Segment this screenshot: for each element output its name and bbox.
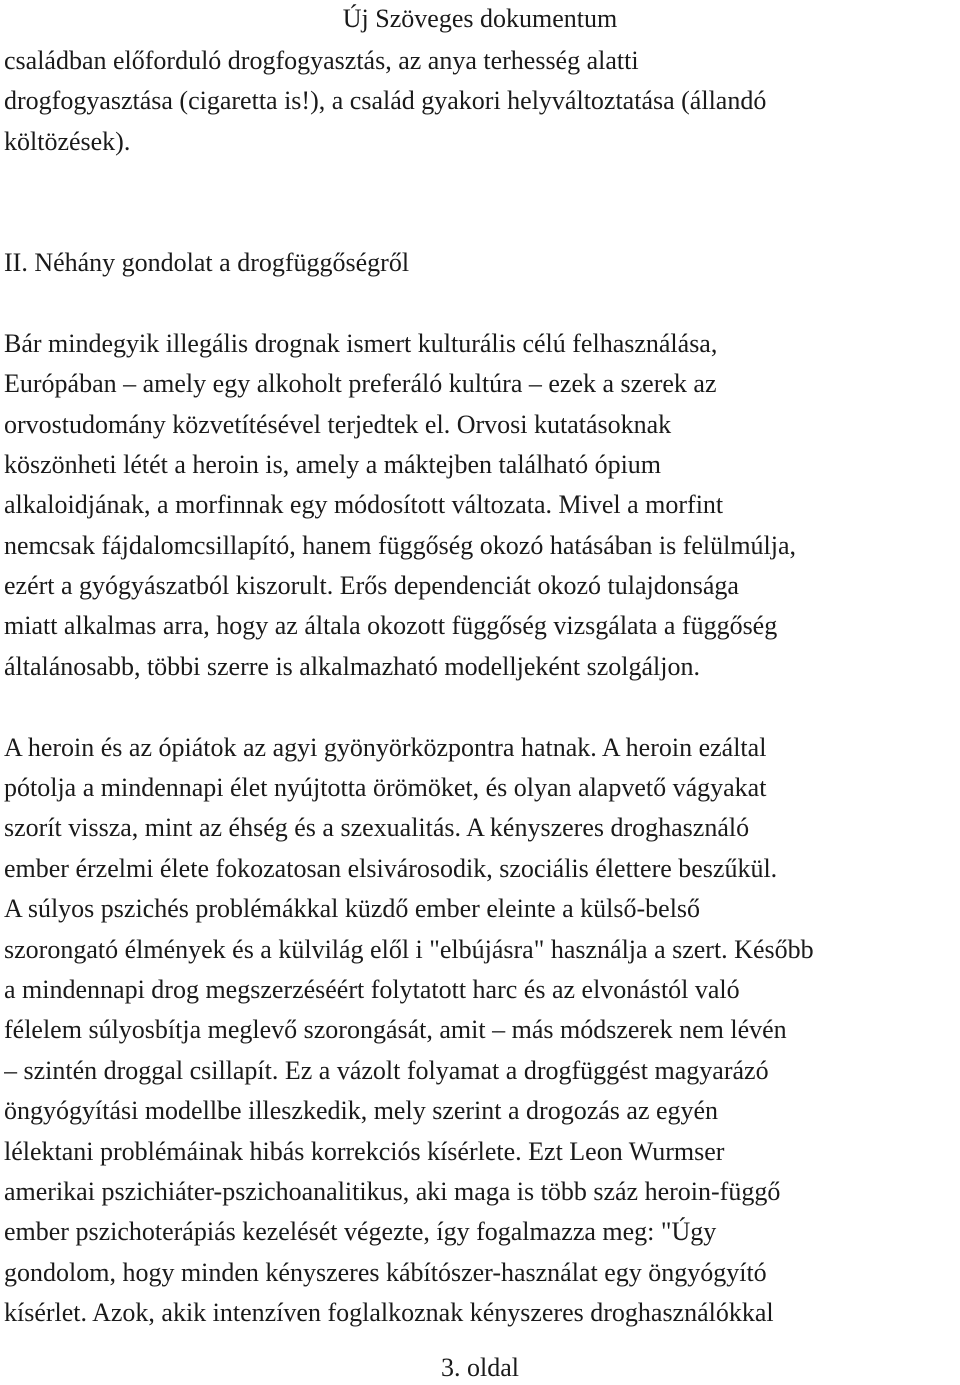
text-line: Bár mindegyik illegális drognak ismert kulturális célú felhasználása,: [4, 328, 718, 358]
text-line: miatt alkalmas arra, hogy az általa okozott függőség vizsgálata a függőség: [4, 611, 778, 641]
text-line: lélektani problémáinak hibás korrekciós kísérlete. Ezt Leon Wurmser: [4, 1136, 725, 1166]
document-body: [4, 41, 956, 1334]
text-line: A súlyos pszichés problémákkal küzdő ember eleinte a külső-belső: [4, 894, 701, 924]
text-line: családban előforduló drogfogyasztás, az anya terhesség alatti: [4, 46, 639, 75]
document-title: Új Szöveges dokumentum: [342, 4, 618, 33]
text-line: szorít vissza, mint az éhség és a szexualitás. A kényszeres droghasználó: [4, 813, 750, 843]
text-line: ezért a gyógyászatból kiszorult. Erős dependenciát okozó tulajdonsága: [4, 571, 739, 601]
text-line: szorongató élmények és a külvilág elől i "elbújásra" használja a szert. Később: [4, 934, 814, 964]
text-line: kísérlet. Azok, akik intenzíven foglalkoznak kényszeres droghasználókkal: [4, 1298, 774, 1328]
blank-line: [4, 162, 956, 202]
text-line: öngyógyítási modellbe illeszkedik, mely szerint a drogozás az egyén: [4, 1096, 719, 1126]
text-line: orvostudomány közvetítésével terjedtek el. Orvosi kutatásoknak: [4, 409, 672, 439]
text-line: pótolja a mindennapi élet nyújtotta örömöket, és olyan alapvető vágyakat: [4, 773, 767, 803]
text-line: Európában – amely egy alkoholt preferáló kultúra – ezek a szerek az: [4, 369, 717, 399]
text-line: nemcsak fájdalomcsillapító, hanem függőség okozó hatásában is felülmúlja,: [4, 530, 797, 560]
text-line: drogfogyasztása (cigaretta is!), a család gyakori helyváltoztatása (állandó: [4, 86, 767, 116]
section-heading: II. Néhány gondolat a drogfüggőségről: [4, 247, 410, 277]
blank-line: [4, 687, 956, 727]
text-line: félelem súlyosbítja meglevő szorongását, amit – más módszerek nem lévén: [4, 1015, 787, 1045]
text-line: általánosabb, többi szerre is alkalmazható modelljeként szolgáljon.: [4, 651, 700, 681]
page-number: 3. oldal: [441, 1353, 519, 1382]
text-line: a mindennapi drog megszerzéséért folytatott harc és az elvonástól való: [4, 974, 740, 1004]
text-line: köszönheti létét a heroin is, amely a máktejben található ópium: [4, 449, 662, 479]
text-line: ember pszichoterápiás kezelését végezte, így fogalmazza meg: "Úgy: [4, 1217, 717, 1247]
text-line: A heroin és az ópiátok az agyi gyönyörközpontra hatnak. A heroin ezáltal: [4, 732, 767, 762]
text-line: amerikai pszichiáter-pszichoanalitikus, aki maga is több száz heroin-függő: [4, 1176, 781, 1206]
text-line: ember érzelmi élete fokozatosan elsivárosodik, szociális élettere beszűkül.: [4, 853, 778, 883]
text-line: – szintén droggal csillapít. Ez a vázolt folyamat a drogfüggést magyarázó: [4, 1055, 769, 1085]
text-line: alkaloidjának, a morfinnak egy módosított változata. Mivel a morfint: [4, 490, 724, 520]
blank-line: [4, 203, 956, 243]
text-line: gondolom, hogy minden kényszeres kábítószer-használat egy öngyógyító: [4, 1257, 767, 1287]
blank-line: [4, 283, 956, 323]
text-line: költözések).: [4, 126, 131, 156]
